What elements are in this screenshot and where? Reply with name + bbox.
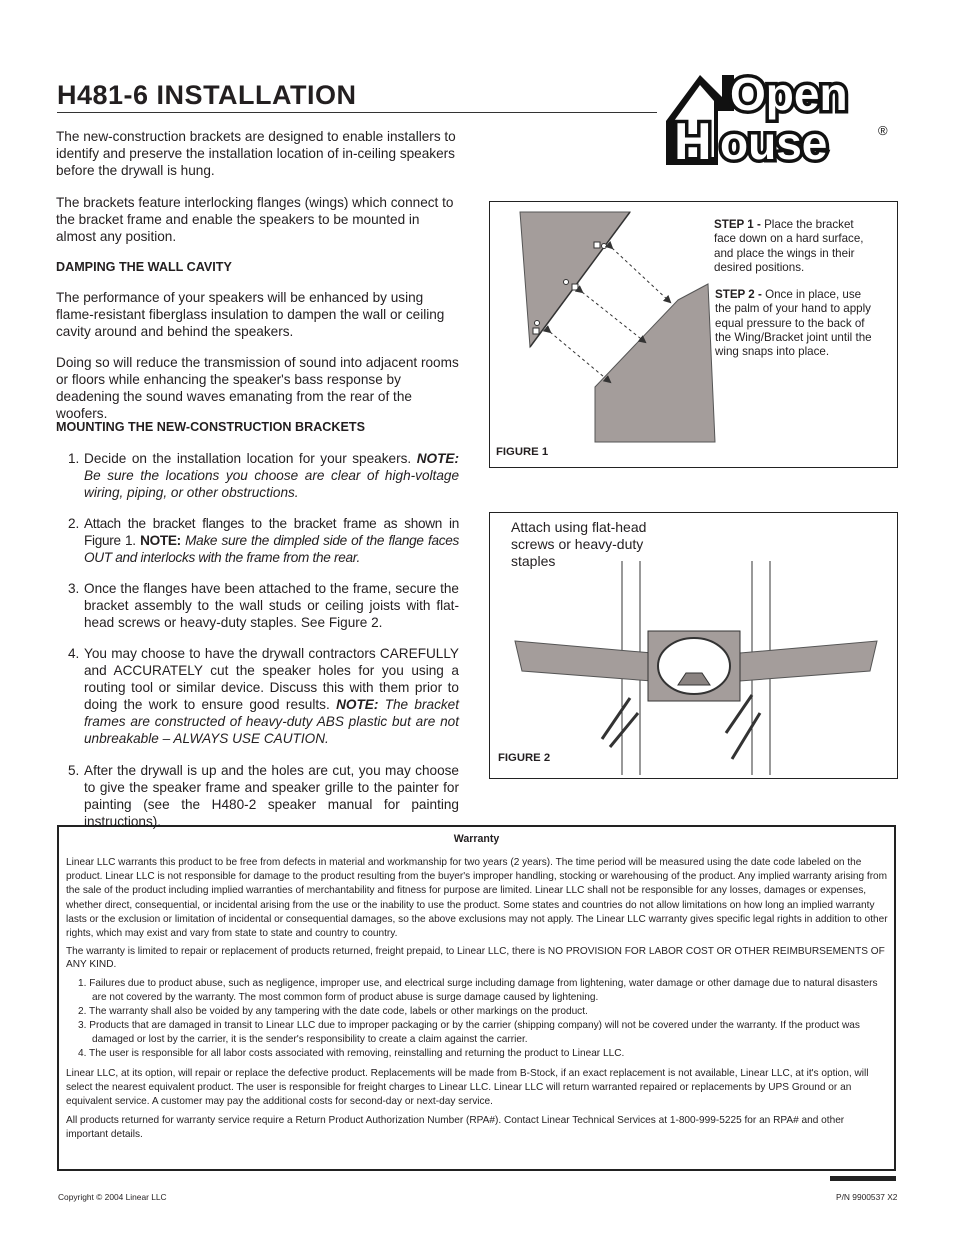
figure-1-step-2: STEP 2 - Once in place, use the palm of your hand to apply equal pressure to the back of the Wing/Bracket joint until the wing snaps into place.	[715, 288, 872, 359]
list-item: 1. Decide on the installation location for your speakers. NOTE: Be sure the locations you choose are clear of high-voltage wiring, piping, or other obstructions.	[68, 451, 459, 500]
title-rule	[57, 112, 657, 113]
list-item: 3. Once the flanges have been attached to the frame, secure the bracket assembly to the wall studs or ceiling joists with flat-head screws or heavy-duty staples. See Figure 2.	[68, 581, 459, 630]
figure-2-label: FIGURE 2	[498, 752, 551, 764]
warranty-heading: Warranty	[453, 833, 500, 845]
registered-mark: ®	[878, 123, 888, 138]
mounting-heading: MOUNTING THE NEW-CONSTRUCTION BRACKETS	[56, 420, 365, 434]
list-item: 4. The user is responsible for all labor costs associated with removing, reinstalling and returning the product to Linear LLC.	[78, 1048, 625, 1059]
open-house-logo	[660, 55, 895, 170]
list-item: 3. Products that are damaged in transit to Linear LLC due to improper packaging or by the carrier (shipping company) will not be covered under the warranty. If the product was damaged or lost by the carrier, it is the sender's responsibility to create a claim against the carrier.	[78, 1020, 860, 1045]
figure-1-step-1: STEP 1 - Place the bracket face down on a hard surface, and place the wings in their desired positions.	[714, 218, 864, 274]
damping-heading: DAMPING THE WALL CAVITY	[56, 260, 232, 274]
part-number: P/N 9900537 X2	[836, 1192, 898, 1202]
damping-paragraph-1: The performance of your speakers will be enhanced by using flame-resistant fiberglass insulation to dampen the wall or ceiling cavity around and behind the speakers.	[56, 290, 445, 339]
warranty-list	[78, 977, 888, 1061]
warranty-paragraph-2: The warranty is limited to repair or replacement of products returned, freight prepaid, to Linear LLC, there is NO PROVISION FOR LABOR COST OR OTHER REIMBURSEMENTS OF ANY KIND.	[66, 946, 885, 970]
figure-2-caption: Attach using flat-head screws or heavy-duty staples	[511, 519, 647, 569]
logo-ouse-text: ouse	[720, 117, 828, 169]
list-item: 4. You may choose to have the drywall contractors CAREFULLY and ACCURATELY cut the speaker holes for you using a routing tool or similar device. Discuss this with them prior to doing the work to ensure good results. NOTE: The bracket frames are constructed of heavy-duty ABS plastic but are not unbreakable – ALWAYS USE CAUTION.	[68, 646, 460, 746]
warranty-paragraph-1: Linear LLC warrants this product to be free from defects in material and workmanship for two years (2 years). The time period will be measured using the date code labeled on the product. Linear LLC is not responsible for damage to the product resulting from the buyer's improper handling, stocking or warehousing of the product. Any implied warranty arising from the sale of the product including implied warranties of merchantability and fitness for purpose are limited. Linear LLC shall not be responsible for any losses, damages or expenses, whether direct, consequential, or incidental arising from the use or the inability to use the product. Some states and countries do not allow limitations on how long an implied warranty lasts or the exclusion or limitation of incidental or consequential damages, so the above exclusions may not apply. The Linear LLC warranty gives specific legal rights in addition to other rights, which may exist and vary from state to state and country to country.	[66, 857, 888, 940]
damping-paragraph-2: Doing so will reduce the transmission of sound into adjacent rooms or floors while enhancing the speaker's bass response by deadening the sound waves emanating from the rear of the woofers.	[56, 355, 459, 421]
figure-2	[489, 512, 898, 779]
intro-paragraph-2: The brackets feature interlocking flanges (wings) which connect to the bracket frame and enable the speakers to be mounted in almost any position.	[56, 195, 454, 244]
list-item: 2. The warranty shall also be voided by any tampering with the date code, labels or other markings on the product.	[78, 1006, 588, 1017]
page-title: H481-6 INSTALLATION	[57, 80, 357, 110]
figure-1	[489, 201, 898, 468]
intro-paragraph-1: The new-construction brackets are designed to enable installers to identify and preserve the installation location of in-ceiling speakers before the drywall is hung.	[56, 129, 456, 178]
list-item: 1. Failures due to product abuse, such as negligence, improper use, and electrical surge including damage from lightening, water damage or other damage due to natural disasters are not covered by the warranty. The most common form of product abuse is surge damage caused by lightening.	[78, 978, 878, 1003]
copyright: Copyright © 2004 Linear LLC	[58, 1192, 167, 1202]
list-item: 2. Attach the bracket flanges to the bracket frame as shown in Figure 1. NOTE: Make sure the dimpled side of the flange faces OUT and interlocks with the frame from the rear.	[68, 516, 459, 565]
logo-h-initial: H	[674, 113, 712, 170]
list-item: 5. After the drywall is up and the holes are cut, you may choose to give the speaker frame and speaker grille to the painter for painting (see the H480-2 speaker manual for painting instructions).	[68, 763, 459, 829]
footer-bar	[830, 1176, 896, 1181]
warranty-paragraph-3: Linear LLC, at its option, will repair or replace the defective product. Replacements will be made from B-Stock, if an exact replacement is not available, Linear LLC, at it's option, will select the nearest equivalent product. The user is responsible for freight charges to Linear LLC. Linear LLC will return warranted repaired or replacements by UPS Ground or an equivalent service. A customer may pay the additional costs for second-day or next-day service.	[66, 1068, 869, 1108]
figure-1-label: FIGURE 1	[496, 446, 549, 458]
figure-2-diagram	[490, 513, 897, 778]
warranty-paragraph-4: All products returned for warranty service require a Return Product Authorization Number (RPA#). Contact Linear Technical Services at 1-800-999-5225 for an RPA# and other important details.	[66, 1115, 845, 1141]
logo-open-text: Open	[730, 68, 848, 120]
